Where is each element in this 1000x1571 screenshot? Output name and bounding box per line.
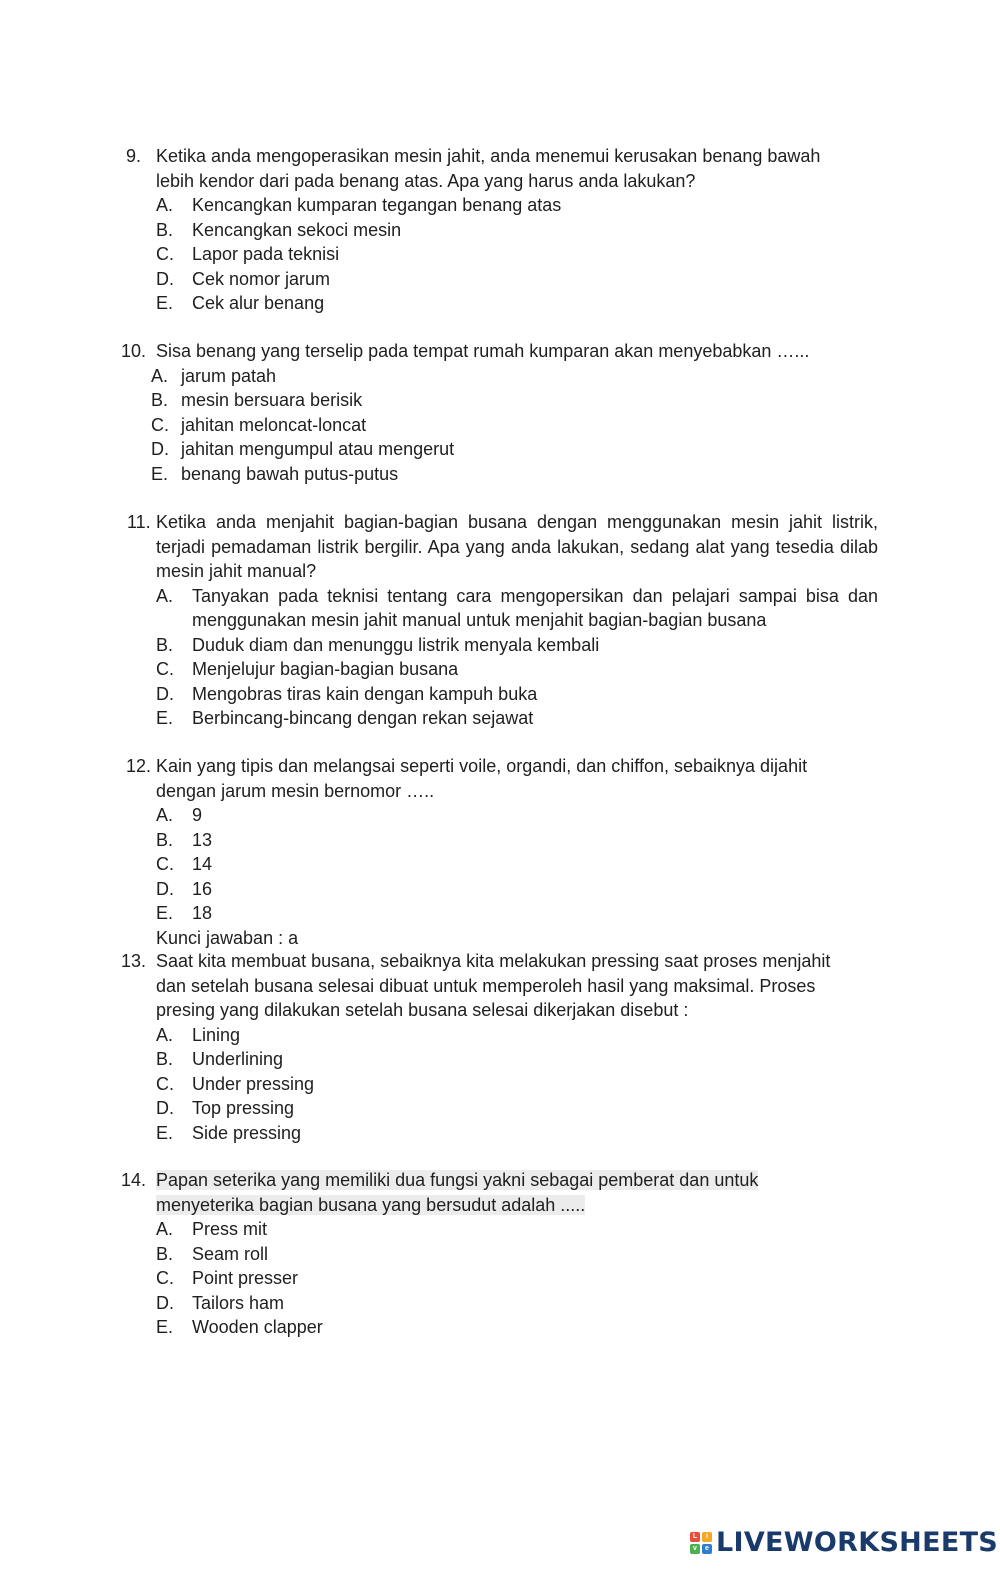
liveworksheets-logo[interactable] bbox=[690, 1527, 998, 1559]
option-a[interactable] bbox=[0, 1217, 1000, 1242]
option-text: Under pressing bbox=[192, 1073, 315, 1094]
option-text: 18 bbox=[192, 903, 213, 923]
question-number: 11. bbox=[127, 512, 151, 532]
option-b[interactable] bbox=[0, 1047, 1000, 1072]
option-text: jarum patah bbox=[181, 365, 277, 386]
question-text: Sisa benang yang terselip pada tempat rumah kumparan akan menyebabkan …... bbox=[156, 341, 810, 361]
option-letter: D. bbox=[156, 683, 174, 704]
option-text: Duduk diam dan menunggu listrik menyala kembali bbox=[192, 634, 600, 655]
option-e[interactable] bbox=[0, 291, 1000, 316]
question-number: 9. bbox=[126, 146, 142, 166]
option-text: jahitan meloncat-loncat bbox=[181, 414, 367, 435]
option-text: Berbincang-bincang dengan rekan sejawat bbox=[192, 708, 534, 728]
highlighted-text-line-1: Papan seterika yang memiliki dua fungsi yakni sebagai pemberat dan untuk bbox=[156, 1170, 759, 1190]
question-number: 12. bbox=[126, 756, 152, 776]
option-letter: A. bbox=[156, 805, 174, 825]
option-text: 9 bbox=[192, 805, 203, 825]
option-letter: E. bbox=[151, 463, 169, 484]
option-text: Lining bbox=[192, 1024, 241, 1045]
option-e[interactable] bbox=[0, 462, 1000, 487]
option-letter: A. bbox=[156, 1219, 174, 1239]
option-letter: A. bbox=[156, 1024, 174, 1045]
option-letter: A. bbox=[156, 585, 174, 606]
option-d[interactable] bbox=[0, 1291, 1000, 1316]
option-c[interactable] bbox=[0, 852, 1000, 877]
option-letter: D. bbox=[156, 878, 174, 899]
option-letter: A. bbox=[151, 365, 169, 386]
option-d[interactable] bbox=[0, 267, 1000, 292]
option-a[interactable] bbox=[0, 803, 1000, 828]
option-letter: D. bbox=[156, 1098, 174, 1118]
logo-square-1: L bbox=[690, 1532, 700, 1542]
option-letter: C. bbox=[156, 1268, 174, 1288]
option-a[interactable] bbox=[0, 193, 1000, 218]
option-e[interactable] bbox=[0, 901, 1000, 926]
question-14 bbox=[0, 1168, 1000, 1340]
question-text: Ketika anda menjahit bagian-bagian busana dengan menggunakan mesin jahit listrik, terjadi pemadaman listrik bergilir. Apa yang anda lakukan, sedang alat yang tesedia dilab mesin jahit manual? bbox=[156, 512, 878, 581]
option-letter: B. bbox=[156, 829, 174, 850]
option-text: Point presser bbox=[192, 1268, 299, 1288]
option-b[interactable] bbox=[0, 633, 1000, 658]
option-text: Side pressing bbox=[192, 1122, 302, 1143]
option-letter: B. bbox=[156, 1243, 174, 1264]
option-letter: C. bbox=[151, 414, 169, 435]
option-text: Cek alur benang bbox=[192, 293, 325, 313]
question-13 bbox=[0, 949, 1000, 1145]
option-letter: A. bbox=[156, 195, 174, 215]
option-text: Kencangkan kumparan tegangan benang atas bbox=[192, 195, 562, 215]
option-letter: D. bbox=[151, 439, 169, 459]
option-letter: B. bbox=[156, 1049, 174, 1069]
option-d[interactable] bbox=[0, 437, 1000, 462]
option-text: Mengobras tiras kain dengan kampuh buka bbox=[192, 683, 538, 704]
option-text: Tanyakan pada teknisi tentang cara mengopersikan dan pelajari sampai bisa dan menggunakan mesin jahit manual untuk menjahit bagian-bagian busana bbox=[192, 585, 878, 630]
option-letter: C. bbox=[156, 659, 174, 679]
question-number: 10. bbox=[121, 341, 147, 361]
question-number: 13. bbox=[121, 951, 147, 971]
option-d[interactable] bbox=[0, 682, 1000, 707]
option-a[interactable] bbox=[0, 364, 1000, 389]
logo-mark-icon bbox=[690, 1532, 712, 1554]
option-c[interactable] bbox=[0, 1072, 1000, 1097]
option-text: 14 bbox=[192, 854, 213, 874]
option-d[interactable] bbox=[0, 877, 1000, 902]
option-c[interactable] bbox=[0, 657, 1000, 682]
option-letter: E. bbox=[156, 708, 174, 728]
option-text: Cek nomor jarum bbox=[192, 268, 331, 289]
option-text: Press mit bbox=[192, 1219, 268, 1239]
logo-square-3: v bbox=[690, 1544, 700, 1554]
option-e[interactable] bbox=[0, 1121, 1000, 1146]
option-text: Top pressing bbox=[192, 1098, 295, 1118]
option-a[interactable] bbox=[0, 584, 1000, 633]
option-d[interactable] bbox=[0, 1096, 1000, 1121]
question-12 bbox=[0, 754, 1000, 950]
option-c[interactable] bbox=[0, 413, 1000, 438]
option-letter: C. bbox=[156, 244, 174, 264]
option-b[interactable] bbox=[0, 1242, 1000, 1267]
answer-key: Kunci jawaban : a bbox=[156, 927, 299, 948]
option-a[interactable] bbox=[0, 1023, 1000, 1048]
question-11 bbox=[0, 510, 1000, 731]
option-text: mesin bersuara berisik bbox=[181, 390, 363, 410]
logo-square-2: i bbox=[702, 1532, 712, 1542]
option-c[interactable] bbox=[0, 1266, 1000, 1291]
option-e[interactable] bbox=[0, 706, 1000, 731]
option-e[interactable] bbox=[0, 1315, 1000, 1340]
option-c[interactable] bbox=[0, 242, 1000, 267]
option-text: Wooden clapper bbox=[192, 1317, 323, 1337]
logo-square-4: e bbox=[702, 1544, 712, 1554]
option-letter: D. bbox=[156, 268, 174, 289]
question-text bbox=[156, 1168, 896, 1217]
option-text: Tailors ham bbox=[192, 1292, 285, 1313]
option-letter: B. bbox=[156, 634, 174, 655]
option-text: Lapor pada teknisi bbox=[192, 244, 340, 264]
option-b[interactable] bbox=[0, 388, 1000, 413]
question-10 bbox=[0, 339, 1000, 486]
question-9 bbox=[0, 144, 1000, 316]
option-letter: B. bbox=[151, 390, 169, 410]
option-letter: E. bbox=[156, 1317, 174, 1337]
option-letter: C. bbox=[156, 1073, 174, 1094]
option-text: 16 bbox=[192, 878, 213, 899]
highlighted-text-line-2: menyeterika bagian busana yang bersudut adalah ..... bbox=[156, 1194, 586, 1215]
option-letter: D. bbox=[156, 1292, 174, 1313]
logo-text: LIVEWORKSHEETS bbox=[716, 1527, 999, 1558]
question-text: Saat kita membuat busana, sebaiknya kita melakukan pressing saat proses menjahit dan setelah busana selesai dibuat untuk memperoleh hasil yang maksimal. Proses presing yang dilakukan setelah busana selesai dikerjakan disebut : bbox=[156, 951, 831, 1020]
option-letter: B. bbox=[156, 219, 174, 240]
option-letter: C. bbox=[156, 854, 174, 874]
question-text: Ketika anda mengoperasikan mesin jahit, anda menemui kerusakan benang bawah lebih kendor dari pada benang atas. Apa yang harus anda lakukan? bbox=[156, 146, 821, 191]
question-number: 14. bbox=[121, 1170, 147, 1190]
option-letter: E. bbox=[156, 1122, 174, 1143]
option-text: Menjelujur bagian-bagian busana bbox=[192, 659, 459, 679]
option-text: 13 bbox=[192, 829, 213, 850]
option-text: benang bawah putus-putus bbox=[181, 463, 399, 484]
option-text: jahitan mengumpul atau mengerut bbox=[181, 439, 455, 459]
option-text: Kencangkan sekoci mesin bbox=[192, 219, 402, 240]
option-text: Seam roll bbox=[192, 1243, 269, 1264]
option-b[interactable] bbox=[0, 828, 1000, 853]
option-text: Underlining bbox=[192, 1049, 284, 1069]
option-letter: E. bbox=[156, 293, 174, 313]
question-text: Kain yang tipis dan melangsai seperti voile, organdi, dan chiffon, sebaiknya dijahit dengan jarum mesin bernomor ….. bbox=[156, 756, 808, 801]
option-letter: E. bbox=[156, 903, 174, 923]
option-b[interactable] bbox=[0, 218, 1000, 243]
